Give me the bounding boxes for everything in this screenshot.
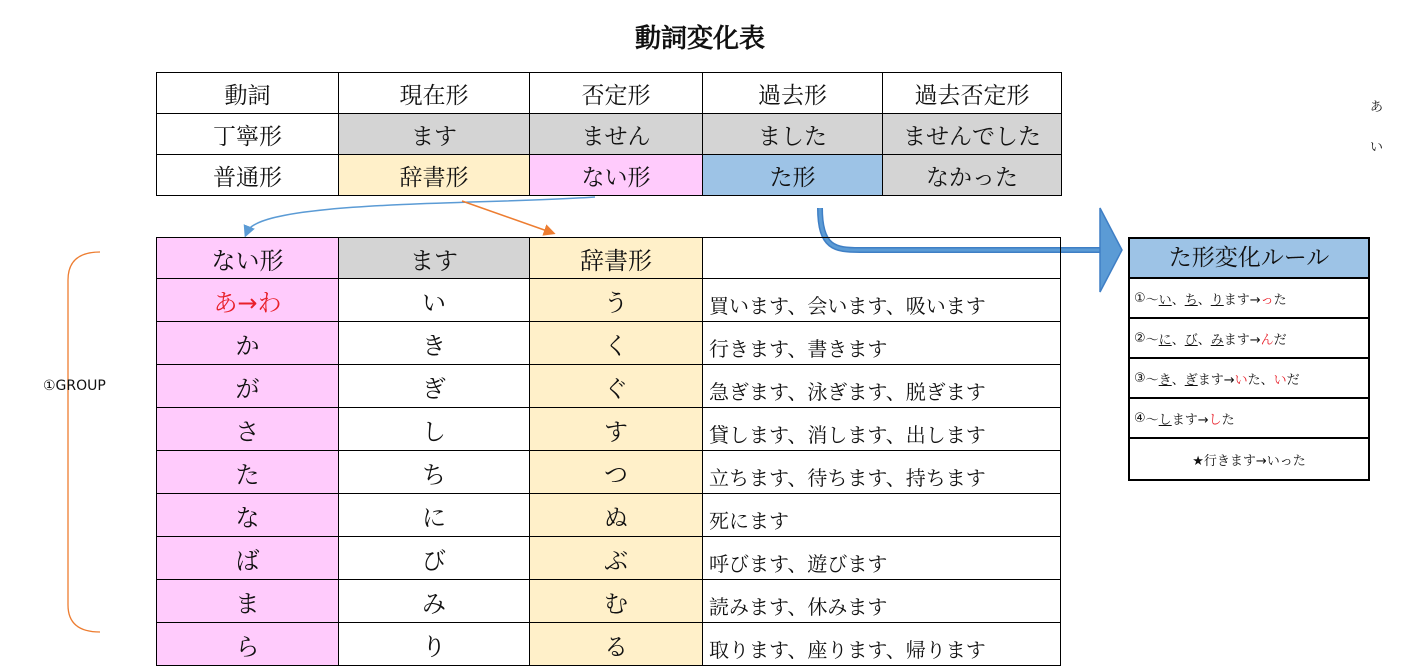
- rule-text: ～: [1145, 292, 1159, 308]
- table-cell: ました: [703, 114, 883, 155]
- example-cell: 立ちます、待ちます、持ちます: [703, 451, 1061, 494]
- table-cell: ち: [339, 451, 530, 494]
- rule-text: ます→: [1197, 372, 1235, 388]
- table-cell: に: [339, 494, 530, 537]
- ta-form-rule-box: [1128, 237, 1370, 481]
- rule-text: 、: [1171, 372, 1185, 388]
- rule-kana: し: [1158, 412, 1172, 428]
- rule-row: [1130, 359, 1368, 399]
- table-row: [157, 623, 1061, 666]
- table-cell: す: [530, 408, 703, 451]
- table-cell: み: [339, 580, 530, 623]
- rule-kana: き: [1158, 372, 1172, 388]
- table-row: [157, 537, 1061, 580]
- table-row: [157, 365, 1061, 408]
- rule-ending: い: [1273, 372, 1287, 388]
- table-cell: ませんでした: [883, 114, 1062, 155]
- rule-text: た: [1273, 292, 1287, 308]
- table-cell: ば: [157, 537, 339, 580]
- column-header: 辞書形: [530, 238, 703, 279]
- rule-kana: み: [1210, 332, 1224, 348]
- rule-ending: っ: [1260, 292, 1274, 308]
- table-cell: ぶ: [530, 537, 703, 580]
- table-cell: ません: [530, 114, 703, 155]
- table-cell: た形: [703, 155, 883, 196]
- table-cell: 普通形: [157, 155, 339, 196]
- table-cell: ない形: [530, 155, 703, 196]
- table-cell: 辞書形: [339, 155, 530, 196]
- column-header: ます: [339, 238, 530, 279]
- table-cell: ぐ: [530, 365, 703, 408]
- table-row: [157, 408, 1061, 451]
- table-cell: 現在形: [339, 73, 530, 114]
- rule-text: た: [1221, 412, 1235, 428]
- rule-text: ～: [1145, 412, 1159, 428]
- rule-ending: し: [1208, 412, 1222, 428]
- rule-kana: ぎ: [1184, 372, 1198, 388]
- rule-kana: い: [1158, 292, 1172, 308]
- table-row: [157, 279, 1061, 322]
- table-row: [157, 451, 1061, 494]
- rule-row: [1130, 319, 1368, 359]
- example-cell: 急ぎます、泳ぎます、脱ぎます: [703, 365, 1061, 408]
- table-cell: し: [339, 408, 530, 451]
- table-cell: く: [530, 322, 703, 365]
- table-cell: い: [339, 279, 530, 322]
- example-cell: 読みます、休みます: [703, 580, 1061, 623]
- blue-curve-arrow: [247, 197, 595, 232]
- rule-ending: い: [1234, 372, 1248, 388]
- column-header: [703, 238, 1061, 279]
- orange-arrow: [462, 201, 550, 232]
- table-cell: る: [530, 623, 703, 666]
- rule-ending: ん: [1260, 332, 1274, 348]
- rule-text: 、: [1197, 332, 1211, 348]
- rule-box-title: た形変化ルール: [1130, 239, 1368, 279]
- table-cell: ます: [339, 114, 530, 155]
- rule-number: ③: [1134, 370, 1146, 386]
- table-cell: さ: [157, 408, 339, 451]
- rule-text: ～: [1145, 372, 1159, 388]
- rule-text: 、: [1197, 292, 1211, 308]
- example-cell: 取ります、座ります、帰ります: [703, 623, 1061, 666]
- table-cell: か: [157, 322, 339, 365]
- table-cell: 丁寧形: [157, 114, 339, 155]
- rule-number: ④: [1134, 410, 1146, 426]
- table-cell: む: [530, 580, 703, 623]
- example-cell: 行きます、書きます: [703, 322, 1061, 365]
- table-cell: 過去形: [703, 73, 883, 114]
- rule-number: ②: [1134, 330, 1146, 346]
- table-cell: な: [157, 494, 339, 537]
- rule-kana: り: [1210, 292, 1224, 308]
- rule-text: ～: [1145, 332, 1159, 348]
- group-label: ①GROUP: [43, 378, 106, 394]
- table-row: [157, 580, 1061, 623]
- rule-text: だ: [1273, 332, 1287, 348]
- table-cell: き: [339, 322, 530, 365]
- table-cell: なかった: [883, 155, 1062, 196]
- table-cell: ぬ: [530, 494, 703, 537]
- table-row: [157, 494, 1061, 537]
- table-header-row: [157, 238, 1061, 279]
- table-cell: ら: [157, 623, 339, 666]
- table-cell: が: [157, 365, 339, 408]
- table-cell: う: [530, 279, 703, 322]
- rule-text: ます→: [1171, 412, 1209, 428]
- rule-number: ①: [1134, 290, 1146, 306]
- table-cell: ま: [157, 580, 339, 623]
- table-cell: あ→わ: [157, 279, 339, 322]
- rule-text: 、: [1171, 292, 1185, 308]
- rule-row: [1130, 279, 1368, 319]
- rule-kana: び: [1184, 332, 1198, 348]
- example-cell: 死にます: [703, 494, 1061, 537]
- example-cell: 貸します、消します、出します: [703, 408, 1061, 451]
- rule-text: ます→: [1223, 332, 1261, 348]
- rule-text: ます→: [1223, 292, 1261, 308]
- column-header: ない形: [157, 238, 339, 279]
- rule-text: た、: [1247, 372, 1274, 388]
- table-cell: 否定形: [530, 73, 703, 114]
- table-cell: 過去否定形: [883, 73, 1062, 114]
- rule-text: 、: [1171, 332, 1185, 348]
- table-cell: ぎ: [339, 365, 530, 408]
- rule-note-text: ★行きます→いった: [1192, 453, 1306, 469]
- rule-note: [1130, 439, 1368, 479]
- page-title: 動詞変化表: [634, 24, 765, 54]
- table-cell: 動詞: [157, 73, 339, 114]
- table-cell: た: [157, 451, 339, 494]
- example-cell: 買います、会います、吸います: [703, 279, 1061, 322]
- big-arrow-head: [1100, 208, 1122, 292]
- table-cell: り: [339, 623, 530, 666]
- table-row: [157, 322, 1061, 365]
- group-bracket: [68, 252, 100, 632]
- rule-kana: ち: [1184, 292, 1198, 308]
- side-char: い: [1370, 140, 1384, 155]
- table-cell: び: [339, 537, 530, 580]
- table-cell: つ: [530, 451, 703, 494]
- rule-kana: に: [1158, 332, 1172, 348]
- example-cell: 呼びます、遊びます: [703, 537, 1061, 580]
- side-char: あ: [1370, 100, 1384, 115]
- rule-text: だ: [1286, 372, 1300, 388]
- rule-row: [1130, 399, 1368, 439]
- verb-group-table: [156, 237, 1061, 666]
